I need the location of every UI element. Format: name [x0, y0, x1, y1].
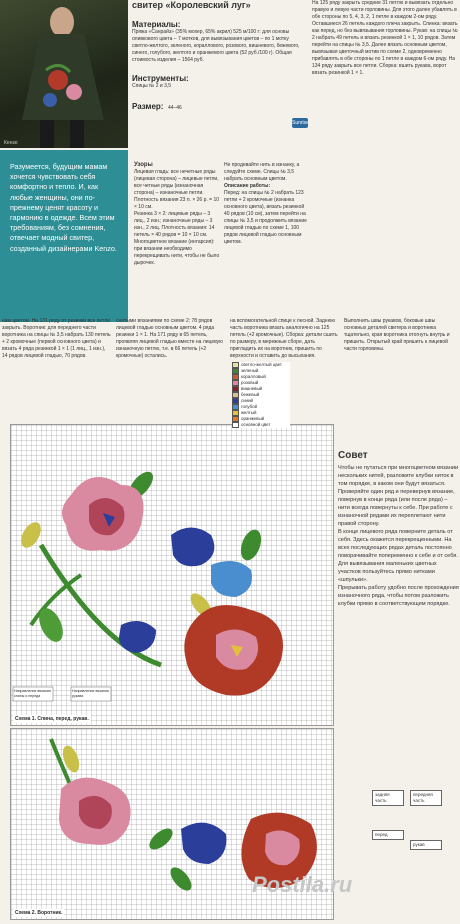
front-instructions: Перед: на спицы № 2 набрать 123 петли + 2 кромочные (изнанка основного цвета), вязать резинкой 40 рядов (10 см), затем перейти на спицы № 3,5 и продолжить вязание лицевой гладью по схеме 1, 100 рядов лицевой гладью основным цветом. [224, 190, 307, 245]
legend-label: синий [241, 398, 253, 403]
description-heading: Описание работы: [224, 183, 271, 189]
scheme-1-motif [11, 425, 333, 725]
tools-heading: Инструменты: [132, 74, 189, 83]
note-body-direction: Направление вязания спины и переда [14, 689, 51, 698]
legend-label: бежевый [241, 392, 260, 397]
yarn-logo-icon: Sunrise [292, 120, 309, 126]
patterns-column [134, 162, 220, 267]
pattern-intarsia: Многоцветное вязание (интарсия): при вязании необходимо перекрещивать нити, чтобы не было дырочек. [134, 239, 220, 266]
size-heading: Размер: [132, 102, 164, 111]
scheme-2-caption: Схема 2. Воротник. [15, 910, 63, 916]
instructions-right-column: На 125 ряду закрыть средние 31 петлю и вывязать отдельно правую и левую части горловины. Для этого далее убавлять в обе стороны по 5, 4, 3, 2, 1 петле в каждом 2-ом ряду. Оставшиеся 26 петель каждого плеча закрыть. Спинка: вязать как перед, но без вывязывания горловины. Рукав: на спицы № 2 набрать 49 петель и вязать резинкой 1 × 1, 10 рядов. Затем перейти на спицы № 3,5. Далее вязать основным цветом, вывязывая цветочный мотив по схеме 2, одновременно прибавлять в обе стороны по 1 петле в каждом 6-ом ряду. На 134 ряду закрыть все петли. Сборка: вшить рукава, ворот вязать резинкой 1 × 1. [312, 0, 458, 76]
advice-item: Прерывать работу удобно после прохождения изнаночного ряда, чтобы потом разложить клубки прямо в соответствующем порядке. [338, 585, 459, 607]
intro-box [0, 150, 128, 322]
front-label: перед [372, 830, 404, 840]
advice-item: Чтобы не путаться при многоцветном вязании нескольких нитей, разложите клубки ниток в том порядке, в каком они будут вязаться. Проверяйте один ряд и перевернув вязание, повернув в конце ряда (или после ряда) – нити всегда повернуты к себе. При работе с изнаночной рядами их переплетают нити правой сторону. [338, 465, 459, 527]
intro-text: Разумеется, будущим мамам хочется чувствовать себя комфортно и тепло. И, как любые женщины, они по-прежнему ценят красоту и гармонию в одежде. Всем этим требованиям, без сомнения, отвечает модный свитер, созданный дизайнерами Kenzo. [10, 162, 117, 253]
pattern-stockinette: Лицевая гладь: все нечетные ряды (лицевая сторона) – лицевые петли, все четные ряды (изнаночная сторона) – изнаночные петли. Плотность вязания 23 п. × 26 р. = 10 × 10 см. [134, 169, 220, 210]
advice-item: В конце лицевого ряда поверните деталь от себя. Здесь окажется перекрещенными. На всех последующих рядах деталь постоянно поворачивайте попеременно к себе и от себя. [338, 529, 458, 559]
back-piece-label: задняя часть [372, 790, 404, 806]
advice-item: Для вывязывания маленьких цветных участков пользуйтесь прямо нитками «шпульки». [338, 561, 437, 583]
pattern-rib: Резинка 3 × 2: лицевые ряды – 3 лиц., 2 изн.; изнаночные ряды – 3 изн., 2 лиц. Плотность вязания: 14 петель × 40 рядов = 10 × 10 см. [134, 211, 215, 238]
size-value: 44–46 [167, 105, 182, 111]
scheme-1-caption: Схема 1. Спина, перед, рукав. [15, 716, 89, 722]
legend-label: светло-желтый цвет [241, 362, 282, 367]
legend-row [232, 422, 290, 428]
pattern-header [132, 0, 304, 114]
strip-col-1: ним цветом. На 131 ряду от резинки все петли закрыть. Воротник: для переднего части воротника на спицы № 3,5 набрать 130 петель + 2 кромочные (первой основного цвета) и вязать 4 ряда резинкой 1 × 1 (1 лиц., 1 изн.), 14 рядов лицевой гладью, 70 рядов. [2, 318, 111, 359]
legend-label: основной цвет [241, 422, 271, 427]
strip-col-4: Выполнить швы рукавов, боковые швы основных деталей свитера и воротника тщательно, края воротника отогнуть внутрь и пришить. Открытый край пришить к лицевой части горловины. [344, 318, 450, 352]
photo-caption: Кензо [4, 140, 18, 146]
size-line [132, 96, 304, 114]
color-legend [232, 362, 290, 428]
materials-text: Пряжа «Санрайз» (35% мохер, 65% акрил) 525 м/100 г: для основы оливкового цвета – 7 мотков, для вывязывания цветов – по 1 мотку светло-желтого, зеленого, кораллового, розового, вишневого, бежевого, синего, голубого, желтого и оранжевого цвета (52 руб./100 г). Общая стоимость изделия – 1564 руб. [132, 29, 300, 63]
patterns-heading: Узоры [134, 162, 153, 168]
legend-label: оранжевый [241, 416, 265, 421]
legend-label: коралловый [241, 374, 266, 379]
materials-heading: Материалы: [132, 20, 181, 29]
legend-label: зеленый [241, 368, 259, 373]
note-sleeve-direction: Направление вязания рукава [72, 689, 109, 698]
advice-title: Совет [338, 450, 368, 461]
sleeve-label: рукав [410, 840, 442, 850]
legend-label: вишневый [241, 386, 263, 391]
legend-label: голубой [241, 404, 258, 409]
legend-swatch [232, 422, 239, 428]
strip-col-2: снятыми вязаниями по схеме 2; 78 рядов лицевой гладью основным цветом. 4 ряда резинки 1 × 1. На 171 ряду в 65 петель, проявляя лицевой гладью вместе на лицевую изнаночную петлю, т.е. в 66 петель (+2 кромочные) остались. [116, 318, 223, 359]
legend-label: желтый [241, 410, 257, 415]
tools-text: Спицы № 2 и 3,5 [132, 83, 172, 89]
legend-label: розовый [241, 380, 259, 385]
chart-scheme-1 [10, 424, 334, 726]
watermark: Postila.ru [252, 872, 353, 897]
pattern-title: свитер «Королевский луг» [132, 0, 251, 10]
advice-box [338, 452, 460, 608]
sweater-illustration [0, 0, 128, 148]
strip-col-3: на вспомогательной спице к лесной. Заднюю часть воротника вязать аналогично на 125 петель (+2 кромочные). Сборка: детали сшить по размеру, в мережные сборе, дать пригладить их на воротник, пришить по верхности и оставить до высыхания. [230, 318, 338, 359]
description-column [224, 162, 310, 246]
intarsia-note: Не продевайте нить в изнанку, а следуйте схеме. Спицы № 3,5 набрать основным цветом. [224, 162, 300, 182]
model-photo [0, 0, 128, 148]
front-piece-label: передняя часть [410, 790, 442, 806]
